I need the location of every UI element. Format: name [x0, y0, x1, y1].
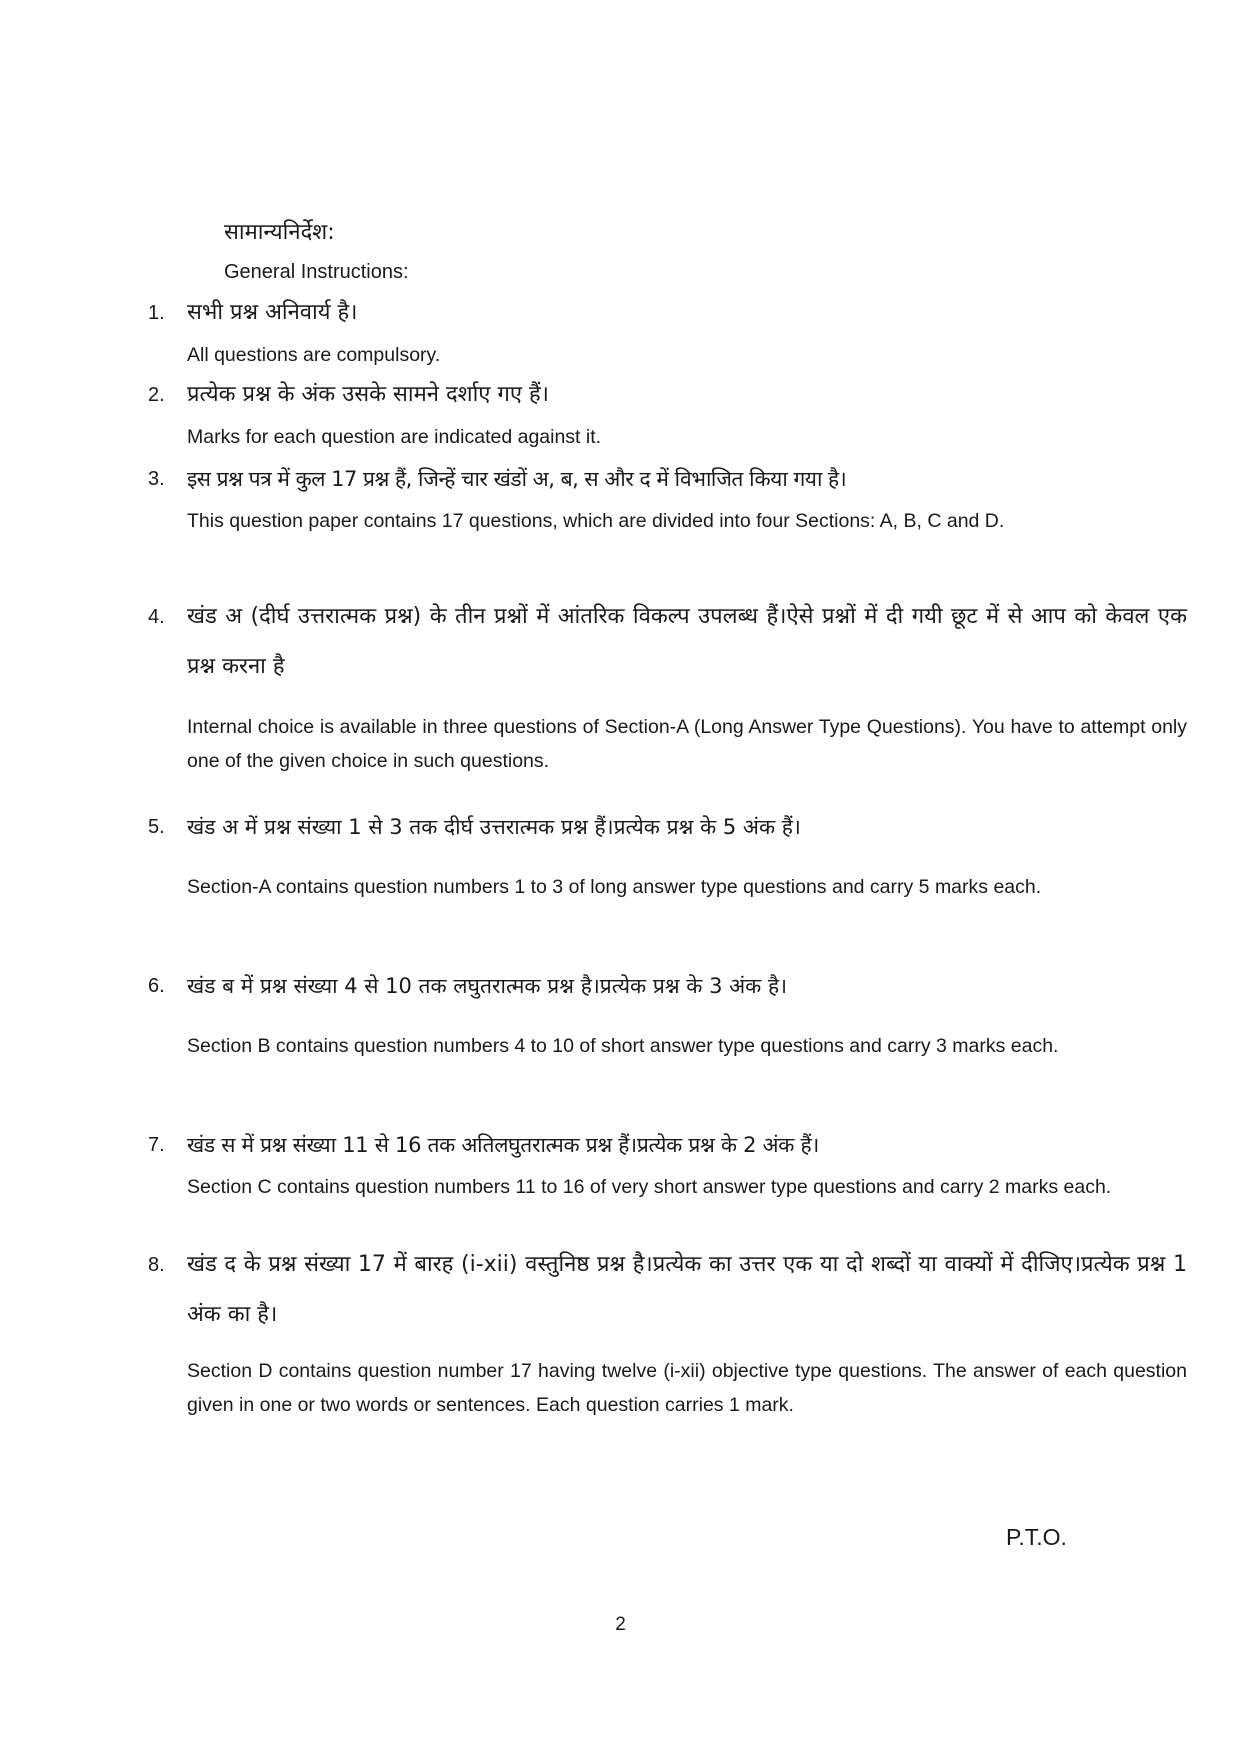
instruction-number: 8.: [148, 1254, 165, 1276]
instruction-number: 7.: [148, 1134, 165, 1156]
instruction-number: 2.: [148, 384, 165, 406]
instruction-hindi: सभी प्रश्न अनिवार्य है।: [187, 300, 358, 325]
instruction-hindi: खंड द के प्रश्न संख्या 17 में बारह (i-xii) वस्तुनिष्ठ प्रश्न है।प्रत्येक का उत्तर एक या दो शब्दों या वाक्यों में दीजिए।प्रत्येक प्रश्न 1 अंक का है।: [187, 1252, 1187, 1327]
instruction-hindi: इस प्रश्न पत्र में कुल 17 प्रश्न हैं, जिन्हें चार खंडों अ, ब, स और द में विभाजित किया गया है।: [187, 467, 847, 491]
page-number: 2: [615, 1614, 626, 1635]
instruction-english: All questions are compulsory.: [187, 344, 441, 366]
instruction-number: 4.: [148, 606, 165, 628]
instruction-english: Section B contains question numbers 4 to 10 of short answer type questions and carry 3 marks each.: [187, 1035, 1059, 1057]
instruction-english: Section C contains question numbers 11 to 16 of very short answer type questions and carry 2 marks each.: [187, 1176, 1112, 1198]
instruction-english: Section-A contains question numbers 1 to 3 of long answer type questions and carry 5 marks each.: [187, 876, 1042, 898]
instruction-hindi: खंड ब में प्रश्न संख्या 4 से 10 तक लघुतरात्मक प्रश्न है।प्रत्येक प्रश्न के 3 अंक है।: [187, 974, 788, 998]
pto-label: P.T.O.: [1006, 1524, 1067, 1550]
instruction-hindi: प्रत्येक प्रश्न के अंक उसके सामने दर्शाए गए हैं।: [187, 382, 550, 407]
instruction-number: 3.: [148, 468, 165, 490]
instruction-hindi: खंड स में प्रश्न संख्या 11 से 16 तक अतिलघुतरात्मक प्रश्न हैं।प्रत्येक प्रश्न के 2 अंक हैं।: [187, 1133, 820, 1157]
instruction-english: Internal choice is available in three questions of Section-A (Long Answer Type Questions). You have to attempt only one of the given choice in such questions.: [187, 716, 1187, 772]
instruction-number: 5.: [148, 816, 165, 838]
instruction-english: Section D contains question number 17 having twelve (i-xii) objective type questions. The answer of each question given in one or two words or sentences. Each question carries 1 mark.: [187, 1360, 1187, 1416]
heading-english: General Instructions:: [224, 261, 409, 283]
instruction-number: 6.: [148, 975, 165, 997]
instruction-hindi: खंड अ (दीर्घ उत्तरात्मक प्रश्न) के तीन प्रश्नों में आंतरिक विकल्प उपलब्ध हैं।ऐसे प्रश्नों में दी गयी छूट में से आप को केवल एक प्रश्न करना है: [187, 604, 1187, 679]
instruction-english: Marks for each question are indicated against it.: [187, 426, 602, 448]
instruction-hindi: खंड अ में प्रश्न संख्या 1 से 3 तक दीर्घ उत्तरात्मक प्रश्न हैं।प्रत्येक प्रश्न के 5 अंक हैं।: [187, 815, 801, 839]
heading-hindi: सामान्यनिर्देश:: [224, 220, 335, 245]
instruction-number: 1.: [148, 302, 165, 324]
instruction-english: This question paper contains 17 questions, which are divided into four Sections: A, B, C and D.: [187, 510, 1005, 532]
